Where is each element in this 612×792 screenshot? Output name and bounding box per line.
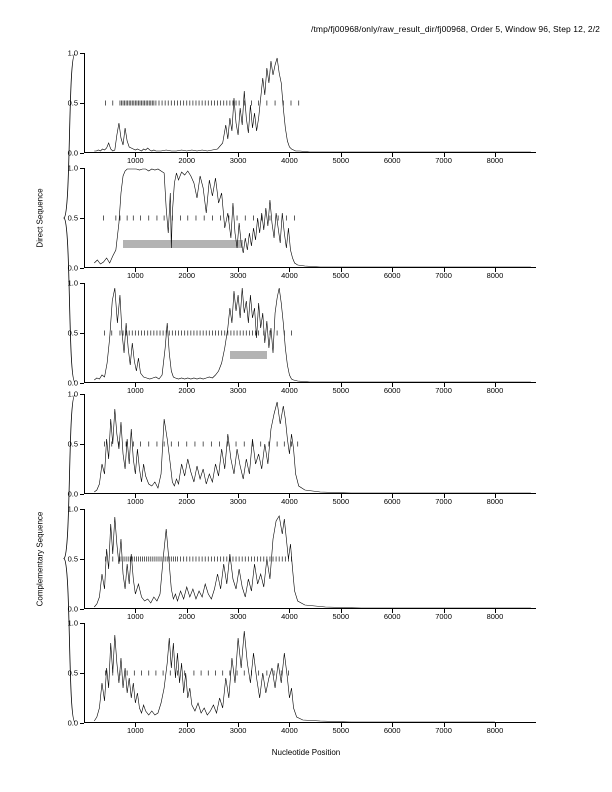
x-tick-label: 8000 bbox=[486, 726, 504, 735]
chart-panel-direct-frame-3 bbox=[67, 278, 536, 395]
x-tick-label: 8000 bbox=[486, 156, 504, 165]
x-tick-label: 3000 bbox=[229, 726, 247, 735]
x-tick-label: 7000 bbox=[435, 386, 452, 395]
y-tick-label: 1.0 bbox=[67, 163, 78, 173]
x-tick-label: 4000 bbox=[281, 497, 298, 506]
x-tick-label: 5000 bbox=[332, 156, 350, 165]
y-tick-label: 0.0 bbox=[67, 378, 78, 388]
x-tick-label: 4000 bbox=[281, 271, 298, 280]
data-trace bbox=[84, 623, 536, 723]
x-tick-label: 8000 bbox=[486, 497, 504, 506]
x-tick-label: 7000 bbox=[435, 612, 452, 621]
y-tick bbox=[80, 494, 84, 495]
chart-panel-direct-frame-2 bbox=[67, 163, 536, 280]
x-tick-label: 7000 bbox=[435, 497, 452, 506]
x-tick-label: 7000 bbox=[435, 271, 452, 280]
y-tick-label: 0.5 bbox=[67, 213, 78, 223]
x-tick-label: 1000 bbox=[127, 726, 144, 735]
y-tick-label: 0.0 bbox=[67, 263, 78, 273]
chart-title: /tmp/fj00968/only/raw_result_dir/fj00968, Order 5, Window 96, Step 12, 2/2 bbox=[311, 24, 600, 34]
x-tick-label: 1000 bbox=[127, 271, 144, 280]
y-tick bbox=[80, 268, 84, 269]
y-tick-label: 0.5 bbox=[67, 328, 78, 338]
y-tick-label: 0.5 bbox=[67, 668, 78, 678]
y-tick bbox=[80, 153, 84, 154]
data-trace bbox=[84, 53, 536, 153]
x-tick-label: 5000 bbox=[332, 726, 350, 735]
y-tick-label: 0.0 bbox=[67, 489, 78, 499]
x-tick-label: 6000 bbox=[383, 726, 401, 735]
chart-panel-direct-frame-1 bbox=[67, 48, 536, 165]
y-tick-label: 1.0 bbox=[67, 278, 78, 288]
x-tick-label: 4000 bbox=[281, 612, 298, 621]
x-tick-label: 5000 bbox=[332, 271, 350, 280]
y-group-label: Complementary Sequence bbox=[35, 511, 45, 606]
x-tick-label: 2000 bbox=[178, 497, 196, 506]
x-tick-label: 4000 bbox=[281, 726, 298, 735]
x-tick-label: 5000 bbox=[332, 612, 350, 621]
y-tick-label: 0.0 bbox=[67, 148, 78, 158]
data-trace bbox=[84, 283, 536, 383]
x-tick-label: 6000 bbox=[383, 271, 401, 280]
x-tick-label: 1000 bbox=[127, 156, 144, 165]
x-tick-label: 1000 bbox=[127, 497, 144, 506]
chart-panel-complementary-frame-2 bbox=[67, 504, 536, 621]
x-tick-label: 2000 bbox=[178, 156, 196, 165]
x-tick-label: 7000 bbox=[435, 726, 452, 735]
group-brace bbox=[62, 394, 76, 723]
data-trace bbox=[84, 509, 536, 609]
x-tick-label: 1000 bbox=[127, 386, 144, 395]
x-tick-label: 2000 bbox=[178, 386, 196, 395]
x-tick-label: 8000 bbox=[486, 271, 504, 280]
data-trace bbox=[84, 168, 536, 268]
y-tick-label: 1.0 bbox=[67, 618, 78, 628]
x-tick-label: 3000 bbox=[229, 271, 247, 280]
x-axis-label: Nucleotide Position bbox=[271, 748, 341, 757]
x-tick-label: 4000 bbox=[281, 156, 298, 165]
y-tick bbox=[80, 383, 84, 384]
group-brace bbox=[62, 53, 76, 383]
x-tick-label: 3000 bbox=[229, 156, 247, 165]
y-tick-label: 1.0 bbox=[67, 48, 78, 58]
x-tick-label: 6000 bbox=[383, 386, 401, 395]
chart-panel-complementary-frame-3 bbox=[67, 618, 536, 735]
x-tick-label: 1000 bbox=[127, 612, 144, 621]
x-tick-label: 8000 bbox=[486, 386, 504, 395]
y-tick-label: 0.5 bbox=[67, 98, 78, 108]
x-tick-label: 5000 bbox=[332, 386, 350, 395]
y-tick-label: 0.0 bbox=[67, 604, 78, 614]
x-tick-label: 6000 bbox=[383, 612, 401, 621]
x-tick-label: 6000 bbox=[383, 497, 401, 506]
y-tick-label: 0.5 bbox=[67, 439, 78, 449]
x-tick-label: 8000 bbox=[486, 612, 504, 621]
x-tick-label: 2000 bbox=[178, 271, 196, 280]
x-tick-label: 5000 bbox=[332, 497, 350, 506]
y-group-label: Direct Sequence bbox=[35, 188, 45, 248]
y-tick-label: 1.0 bbox=[67, 504, 78, 514]
y-tick bbox=[80, 609, 84, 610]
x-tick-label: 2000 bbox=[178, 726, 196, 735]
y-tick bbox=[80, 723, 84, 724]
x-tick-label: 7000 bbox=[435, 156, 452, 165]
x-tick-label: 3000 bbox=[229, 612, 247, 621]
x-tick-label: 2000 bbox=[178, 612, 196, 621]
data-trace bbox=[84, 394, 536, 494]
y-tick-label: 0.5 bbox=[67, 554, 78, 564]
y-tick-label: 1.0 bbox=[67, 389, 78, 399]
y-tick-label: 0.0 bbox=[67, 718, 78, 728]
x-tick-label: 6000 bbox=[383, 156, 401, 165]
chart-panel-complementary-frame-1 bbox=[67, 389, 536, 506]
x-tick-label: 3000 bbox=[229, 497, 247, 506]
x-tick-label: 3000 bbox=[229, 386, 247, 395]
x-tick-label: 4000 bbox=[281, 386, 298, 395]
